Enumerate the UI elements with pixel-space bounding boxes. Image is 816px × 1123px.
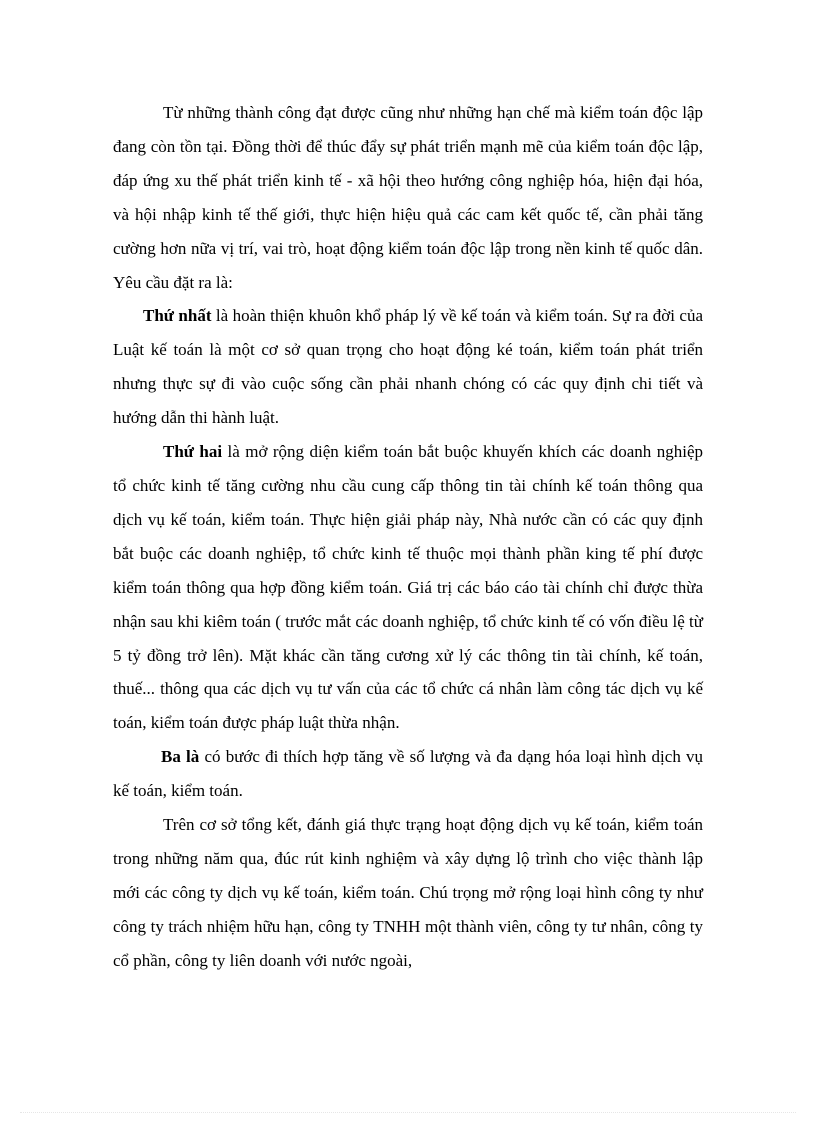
paragraph-lead: Thứ hai [163, 442, 223, 462]
paragraph-third-requirement [113, 740, 703, 808]
paragraph-text: Trên cơ sở tổng kết, đánh giá thực trạng hoạt động dịch vụ kế toán, kiểm toán trong những năm qua, đúc rút kinh nghiệm và xây dựng lộ trình cho việc thành lập mới các công ty dịch vụ kế toán, kiểm toán. Chú trọng mở rộng loại hình công ty như công ty trách nhiệm hữu hạn, công ty TNHH một thành viên, công ty tư nhân, công ty cổ phần, công ty liên doanh với nước ngoài, [113, 815, 703, 970]
document-page [113, 96, 703, 978]
paragraph-lead: Ba là [161, 747, 200, 767]
paragraph-second-requirement [113, 435, 703, 740]
paragraph-lead: Thứ nhất [143, 306, 212, 326]
paragraph-first-requirement [113, 299, 703, 435]
paragraph-intro [113, 96, 703, 299]
paragraph-text: Từ những thành công đạt được cũng như những hạn chế mà kiểm toán độc lập đang còn tồn tại. Đồng thời để thúc đẩy sự phát triển mạnh mẽ của kiểm toán độc lập, đáp ứng xu thế phát triển kinh tế - xã hội theo hướng công nghiệp hóa, hiện đại hóa, và hội nhập kinh tế thế giới, thực hiện hiệu quả các cam kết quốc tế, cần phải tăng cường hơn nữa vị trí, vai trò, hoạt động kiểm toán độc lập trong nền kinh tế quốc dân. Yêu cầu đặt ra là: [113, 103, 703, 292]
paragraph-text: là hoàn thiện khuôn khổ pháp lý về kế toán và kiểm toán. Sự ra đời của Luật kế toán là một cơ sở quan trọng cho hoạt động ké toán, kiểm toán phát triển nhưng thực sự đi vào cuộc sống cần phải nhanh chóng có các quy định chi tiết và hướng dẫn thi hành luật. [113, 306, 703, 428]
paragraph-text: có bước đi thích hợp tăng về số lượng và đa dạng hóa loại hình dịch vụ kế toán, kiểm toán. [113, 747, 704, 801]
paragraph-text: là mở rộng diện kiểm toán bắt buộc khuyến khích các doanh nghiệp tổ chức kinh tế tăng cường nhu cầu cung cấp thông tin tài chính kế toán thông qua dịch vụ kế toán, kiểm toán. Thực hiện giải pháp này, Nhà nước cần có các quy định bắt buộc các doanh nghiệp, tổ chức kinh tế thuộc mọi thành phần king tế phí được kiểm toán thông qua hợp đồng kiểm toán. Giá trị các báo cáo tài chính chỉ được thừa nhận sau khi kiêm toán ( trước mắt các doanh nghiệp, tổ chức kinh tế có vốn điều lệ từ 5 tỷ đồng trở lên). Mặt khác cần tăng cương xử lý các thông tin tài chính, kế toán, thuế... thông qua các dịch vụ tư vấn của các tổ chức cá nhân làm công tác dịch vụ kế toán, kiểm toán được pháp luật thừa nhận. [113, 442, 703, 733]
page-bottom-divider [20, 1112, 796, 1113]
paragraph-review [113, 808, 703, 978]
